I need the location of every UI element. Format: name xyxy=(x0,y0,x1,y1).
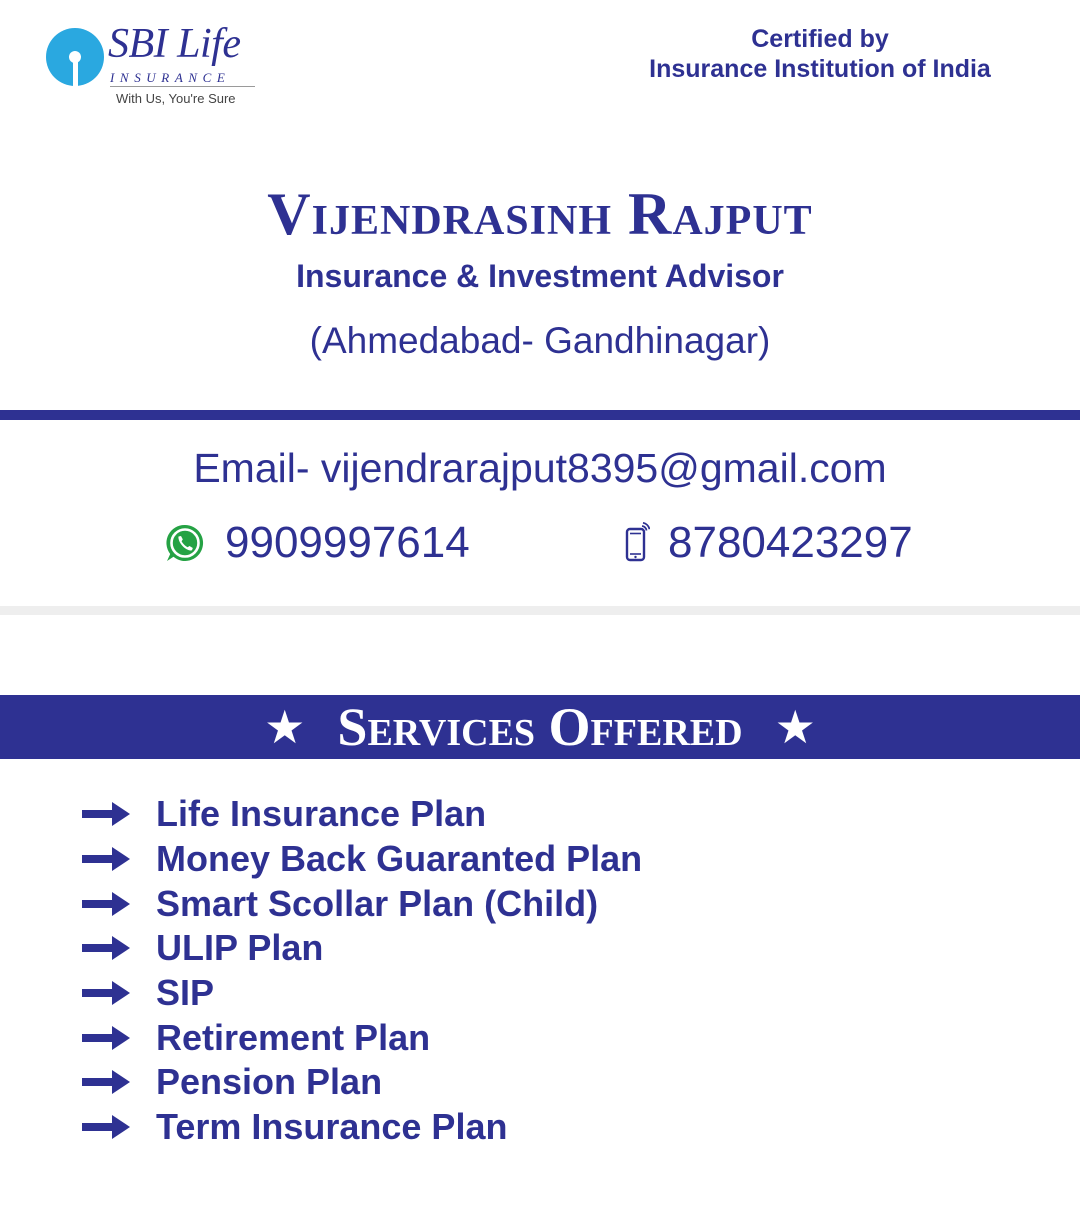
service-label: Term Insurance Plan xyxy=(156,1106,508,1148)
logo-tagline: With Us, You're Sure xyxy=(116,91,236,106)
right-arrow-icon xyxy=(82,846,132,872)
services-heading xyxy=(0,695,1080,759)
sbi-keyhole-icon xyxy=(46,28,104,86)
right-arrow-icon xyxy=(82,1069,132,1095)
service-label: Smart Scollar Plan (Child) xyxy=(156,882,599,924)
services-banner xyxy=(0,695,1080,759)
mobile-contact[interactable] xyxy=(624,516,913,570)
service-item xyxy=(82,1060,982,1105)
mobile-number: 8780423297 xyxy=(668,518,913,567)
contact-divider xyxy=(0,606,1080,615)
advisor-location: (Ahmedabad- Gandhinagar) xyxy=(309,320,771,361)
whatsapp-number: 9909997614 xyxy=(225,518,470,567)
sbi-life-logo xyxy=(46,21,276,114)
right-arrow-icon xyxy=(82,801,132,827)
right-arrow-icon xyxy=(82,1114,132,1140)
certification-line-1: Certified by xyxy=(751,25,889,53)
service-item xyxy=(82,1105,982,1150)
logo-subtitle: INSURANCE xyxy=(110,70,231,85)
whatsapp-icon xyxy=(165,523,205,563)
service-label: Retirement Plan xyxy=(156,1016,431,1058)
service-label: Pension Plan xyxy=(156,1061,383,1103)
email-address[interactable]: Email- vijendrarajput8395@gmail.com xyxy=(193,445,887,491)
service-item xyxy=(82,837,982,882)
whatsapp-contact[interactable] xyxy=(165,516,470,570)
star-icon: ★ xyxy=(774,700,816,754)
service-item xyxy=(82,881,982,926)
right-arrow-icon xyxy=(82,1025,132,1051)
certification-block xyxy=(600,24,1040,84)
star-icon: ★ xyxy=(264,700,306,754)
services-list xyxy=(82,792,982,1150)
advisor-role: Insurance & Investment Advisor xyxy=(296,258,784,294)
service-label: SIP xyxy=(156,972,215,1014)
service-item xyxy=(82,926,982,971)
services-title: Services Offered xyxy=(337,697,743,757)
service-label: ULIP Plan xyxy=(156,927,324,969)
right-arrow-icon xyxy=(82,891,132,917)
service-item xyxy=(82,1015,982,1060)
advisor-name: Vijendrasinh Rajput xyxy=(267,181,813,247)
logo-divider xyxy=(110,86,255,87)
service-label: Life Insurance Plan xyxy=(156,793,487,835)
right-arrow-icon xyxy=(82,980,132,1006)
certification-line-2: Insurance Institution of India xyxy=(649,55,991,83)
right-arrow-icon xyxy=(82,935,132,961)
service-label: Money Back Guaranted Plan xyxy=(156,838,643,880)
mobile-phone-icon xyxy=(624,522,650,564)
header-divider xyxy=(0,410,1080,420)
logo-brand-name: SBI Life xyxy=(108,21,241,67)
service-item xyxy=(82,971,982,1016)
service-item xyxy=(82,792,982,837)
